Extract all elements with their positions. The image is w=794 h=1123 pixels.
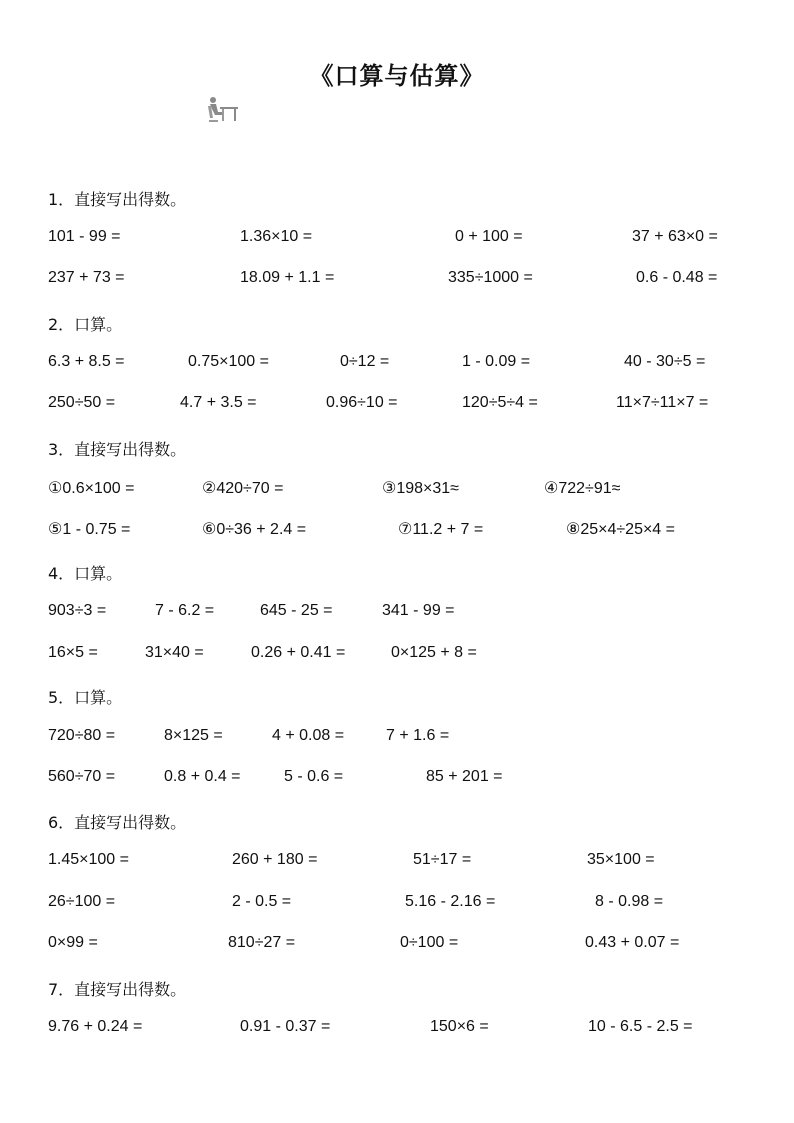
problem-row (0, 893, 794, 915)
problem: 1.45×100 = (48, 851, 129, 868)
problem: 11×7÷11×7 = (616, 394, 709, 411)
problem: 0×99 = (48, 934, 98, 951)
problem-row (0, 727, 794, 749)
problem: 335÷1000 = (448, 269, 533, 286)
problem: 0.6 - 0.48 = (636, 269, 718, 286)
problem: 560÷70 = (48, 768, 116, 785)
problem: 5 - 0.6 = (284, 768, 344, 785)
problem: 120÷5÷4 = (462, 394, 538, 411)
problem: 0×125 + 8 = (391, 644, 477, 661)
problem: 4 + 0.08 = (272, 727, 345, 744)
problem: 0 + 100 = (455, 228, 523, 245)
problem: 85 + 201 = (426, 768, 503, 785)
problem: 18.09 + 1.1 = (240, 269, 335, 286)
problem-row (0, 269, 794, 291)
problem: 0÷12 = (340, 353, 390, 370)
page-title: 《口算与估算》 (309, 62, 485, 90)
problem-row (0, 519, 794, 541)
problem: 903÷3 = (48, 602, 107, 619)
question-heading: 4．口算。 (48, 564, 123, 583)
problem: 7 - 6.2 = (155, 602, 215, 619)
problem: 150×6 = (430, 1018, 489, 1035)
problem: 31×40 = (145, 644, 204, 661)
problem: 0.75×100 = (188, 353, 269, 370)
problem: 51÷17 = (413, 851, 472, 868)
problem: 810÷27 = (228, 934, 296, 951)
problem: 4.7 + 3.5 = (180, 394, 257, 411)
problem: 16×5 = (48, 644, 98, 661)
problem: 0.8 + 0.4 = (164, 768, 241, 785)
question-heading: 5．口算。 (48, 688, 123, 707)
problem-row (0, 602, 794, 624)
problem: 2 - 0.5 = (232, 893, 292, 910)
problem: 6.3 + 8.5 = (48, 353, 125, 370)
problem: ⑤1 - 0.75 = (48, 521, 131, 538)
problem: 645 - 25 = (260, 602, 333, 619)
problem: ①0.6×100 = (48, 480, 135, 497)
problem: 7 + 1.6 = (386, 727, 450, 744)
problem: 1 - 0.09 = (462, 353, 531, 370)
question-heading: 6．直接写出得数。 (48, 813, 187, 832)
problem: 0.91 - 0.37 = (240, 1018, 331, 1035)
problem: 0.96÷10 = (326, 394, 398, 411)
problem-row (0, 228, 794, 250)
problem: ④722÷91≈ (544, 480, 621, 497)
problem: 8×125 = (164, 727, 223, 744)
question-heading: 7．直接写出得数。 (48, 980, 187, 999)
problem: 8 - 0.98 = (595, 893, 664, 910)
problem: 5.16 - 2.16 = (405, 893, 496, 910)
problem: 250÷50 = (48, 394, 116, 411)
problem-row (0, 353, 794, 375)
question-heading: 3．直接写出得数。 (48, 440, 187, 459)
problem: 101 - 99 = (48, 228, 121, 245)
problem: ③198×31≈ (382, 480, 459, 497)
problem: ⑥0÷36 + 2.4 = (202, 521, 307, 538)
problem: 0÷100 = (400, 934, 459, 951)
problem: ⑦11.2 + 7 = (398, 521, 484, 538)
problem-row (0, 644, 794, 666)
problem: 10 - 6.5 - 2.5 = (588, 1018, 693, 1035)
problem: 35×100 = (587, 851, 655, 868)
problem-row (0, 851, 794, 873)
problem-row (0, 394, 794, 416)
problem: 1.36×10 = (240, 228, 313, 245)
problem: 26÷100 = (48, 893, 116, 910)
student-at-desk-icon (204, 96, 242, 124)
problem: 720÷80 = (48, 727, 116, 744)
problem-row (0, 1018, 794, 1040)
problem-row (0, 768, 794, 790)
problem: 9.76 + 0.24 = (48, 1018, 143, 1035)
problem: ②420÷70 = (202, 480, 284, 497)
problem: 40 - 30÷5 = (624, 353, 706, 370)
problem: 0.26 + 0.41 = (251, 644, 346, 661)
problem: 0.43 + 0.07 = (585, 934, 680, 951)
question-heading: 2．口算。 (48, 315, 123, 334)
problem-row (0, 478, 794, 500)
problem: 260 + 180 = (232, 851, 318, 868)
problem: 341 - 99 = (382, 602, 455, 619)
problem: 37 + 63×0 = (632, 228, 718, 245)
problem-row (0, 934, 794, 956)
problem: 237 + 73 = (48, 269, 125, 286)
problem: ⑧25×4÷25×4 = (566, 521, 675, 538)
question-heading: 1．直接写出得数。 (48, 190, 187, 209)
